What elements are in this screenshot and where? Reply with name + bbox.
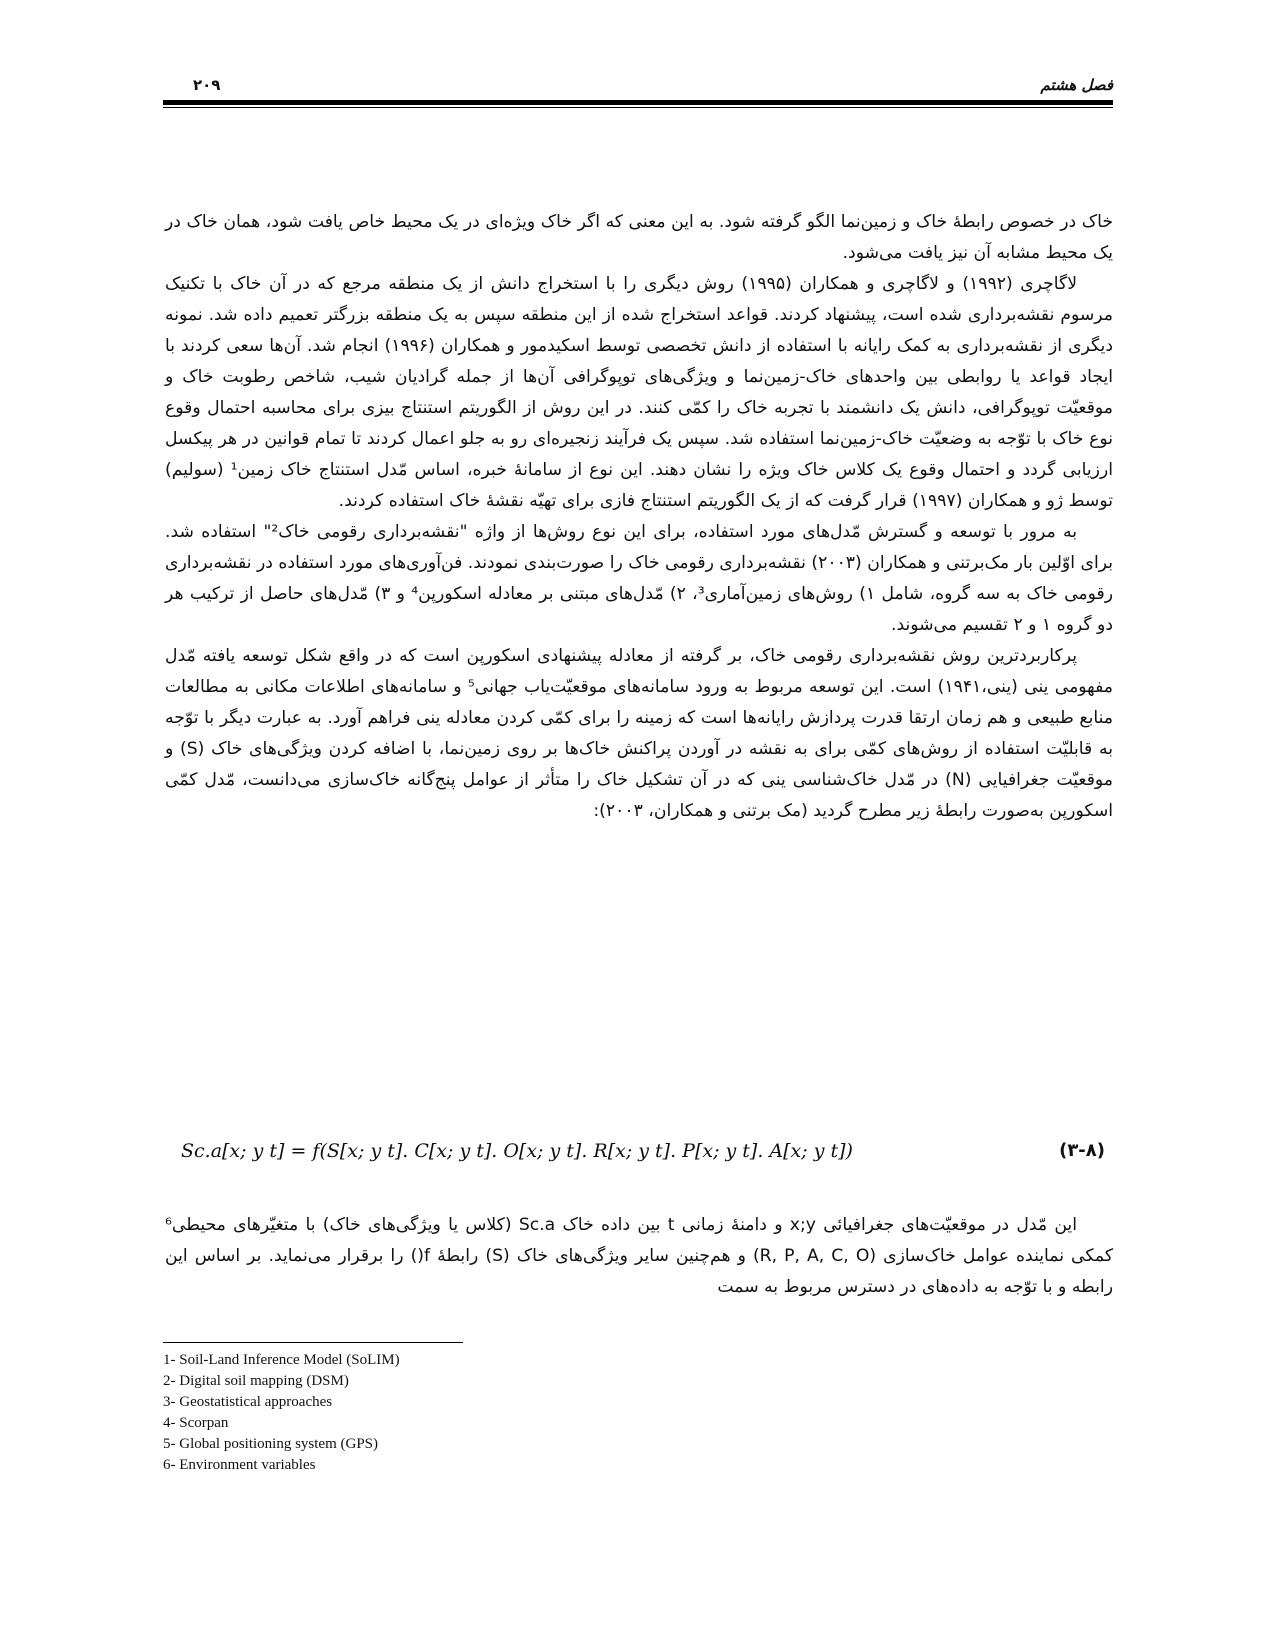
equation [175,1140,1115,1172]
footnote-6: 6- Environment variables [163,1457,316,1473]
paragraph: پرکاربردترین روش نقشه‌برداری رقومی خاک، بر گرفته از معادله پیشنهادی اسکورپن است که در واقع شکل توسعه یافته مّدل مفهومی ینی (ینی،۱۹۴۱) است. این توسعه مربوط به ورود سامانه‌های موقعیّت‌یاب جهانی⁵ و سامانه‌های اطلاعات مکانی به مطالعات منابع طبیعی و هم زمان ارتقا قدرت پردازش رایانه‌ها است که زمینه را برای کمّی کردن معادله ینی فراهم آورد. به عبارت دیگر با توّجه به قابلیّت استفاده از روش‌های کمّی برای به نقشه در آوردن پراکنش خاک‌ها بر روی زمین‌نما، با اضافه کردن ویژگی‌های خاک (S) و موقعیّت جغرافیایی (N) در مّدل خاک‌شناسی ینی که در آن تشکیل خاک را متأثر از عوامل پنج‌گانه خاک‌سازی می‌دانست، مّدل کمّی اسکورپن به‌صورت رابطۀ زیر مطرح گردید (مک برتنی و همکاران، ۲۰۰۳): [165,646,1113,821]
body-text [165,207,1113,827]
header-rule-thin [163,107,1113,108]
equation-formula: Sc.a[x; y t] = f(S[x; y t]. C[x; y t]. O[x; y t]. R[x; y t]. P[x; y t]. A[x; y t]) [181,1140,853,1162]
header-rule-thick [163,100,1113,105]
chapter-title: فصل هشتم [1040,76,1113,94]
footnote-5: 5- Global positioning system (GPS) [163,1436,379,1452]
body-text-continued [165,1210,1113,1303]
footnote-1: 1- Soil-Land Inference Model (SoLIM) [163,1352,400,1368]
footnotes [163,1350,763,1476]
footnote-2: 2- Digital soil mapping (DSM) [163,1373,349,1389]
footnote-separator [163,1342,463,1343]
paragraph: به مرور با توسعه و گسترش مّدل‌های مورد استفاده، برای این نوع روش‌ها از واژه "نقشه‌برداری رقومی خاک²" استفاده شد. برای اوّلین بار مک‌برتنی و همکاران (۲۰۰۳) نقشه‌برداری رقومی خاک را صورت‌بندی نمودند. فن‌آوری‌های مورد استفاده در نقشه‌برداری رقومی خاک به سه گروه، شامل ۱) روش‌های زمین‌آماری³، ۲) مّدل‌های مبتنی بر معادله اسکورپن⁴ و ۳) مّدل‌های حاصل از ترکیب هر دو گروه ۱ و ۲ تقسیم می‌شوند. [165,522,1114,635]
page-number: ۲۰۹ [193,76,221,94]
page-header [163,72,1113,108]
paragraph: این مّدل در موقعیّت‌های جغرافیائی x;y و دامنۀ زمانی t بین داده خاک Sc.a (کلاس یا ویژگی‌های خاک) با متغیّرهای محیطی⁶ کمکی نماینده عوامل خاک‌سازی (R, P, A, C, O) و هم‌چنین سایر ویژگی‌های خاک (S) رابطۀ f() را برقرار می‌نماید. بر اساس این رابطه و با توّجه به داده‌های در دسترس مربوط به سمت [165,1215,1113,1297]
paragraph: لاگاچری (۱۹۹۲) و لاگاچری و همکاران (۱۹۹۵) روش دیگری را با استخراج دانش از یک منطقه مرجع که در آن خاک با تکنیک مرسوم نقشه‌برداری شده است، پیشنهاد کردند. قواعد استخراج شده از این منطقه سپس به یک منطقه بزرگتر تعمیم داده شد. نمونه دیگری از نقشه‌برداری به کمک رایانه با استفاده از دانش تخصصی توسط اسکیدمور و همکاران (۱۹۹۶) انجام شد. آن‌ها سعی کردند با ایجاد قواعد یا روابطی بین واحدهای خاک-زمین‌نما و ویژگی‌های توپوگرافی آن‌ها از جمله گرادیان شیب، شاخص رطوبت خاک و موقعیّت توپوگرافی، دانش یک دانشمند با تجربه خاک را کمّی کنند. در این روش از الگوریتم استنتاج بیزی برای محاسبه احتمال وقوع نوع خاک با توّجه به وضعیّت خاک-زمین‌نما استفاده شد. سپس یک فرآیند زنجیره‌ای رو به جلو اعمال کردند تا تمام قوانین در هر پیکسل ارزیابی گردد و احتمال وقوع یک کلاس خاک ویژه را نشان دهند. این نوع از سامانۀ خبره، اساس مّدل استنتاج خاک زمین¹ (سولیم) توسط ژو و همکاران (۱۹۹۷) قرار گرفت که از یک الگوریتم استنتاج فازی برای تهیّه نقشۀ خاک استفاده کردند. [165,274,1113,511]
paragraph: خاک در خصوص رابطۀ خاک و زمین‌نما الگو گرفته شود. به این معنی که اگر خاک ویژه‌ای در یک محیط خاص یافت شود، همان خاک در یک محیط مشابه آن نیز یافت می‌شود. [165,212,1113,263]
footnote-4: 4- Scorpan [163,1415,229,1431]
equation-number: (۳-۸) [1059,1140,1105,1161]
footnote-3: 3- Geostatistical approaches [163,1394,333,1410]
